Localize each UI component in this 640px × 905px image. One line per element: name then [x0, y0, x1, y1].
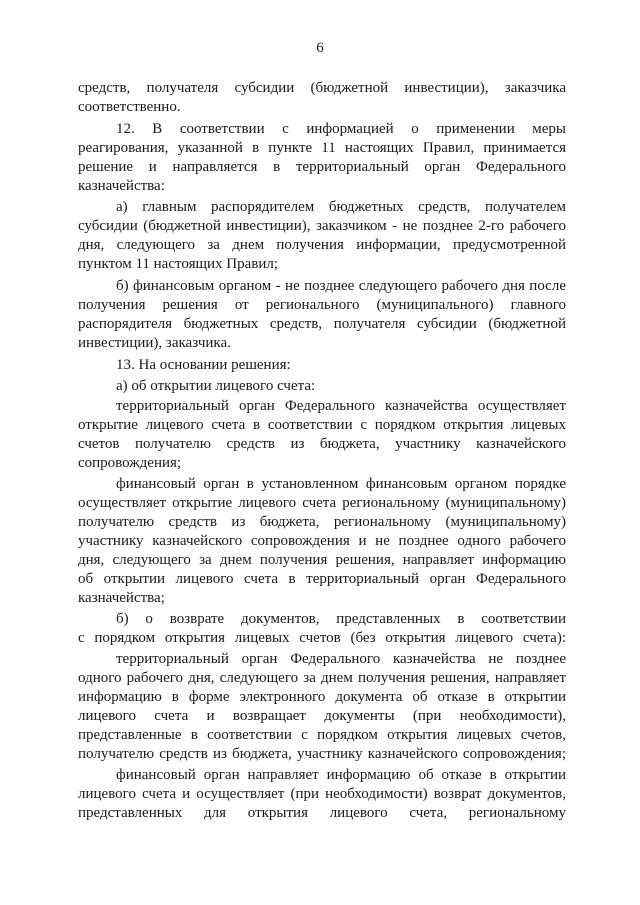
text-line: получения решения от регионального (муниципального) главного	[78, 297, 566, 313]
text-line: решение и направляется в территориальный орган Федерального	[78, 159, 566, 175]
text-line: информацию в форме электронного документа об отказе в открытии	[78, 689, 566, 705]
text-line: а) главным распорядителем бюджетных средств, получателем	[116, 199, 566, 215]
text-line: получателю средств из бюджета, участнику казначейского сопровождения;	[78, 746, 566, 762]
text-line: одного рабочего дня, следующего за днем получения решения, направляет	[78, 670, 566, 686]
text-line: распорядителя бюджетных средств, получателя субсидии (бюджетной	[78, 316, 566, 332]
text-line: лицевого счета и возвращает документы (при необходимости),	[78, 708, 566, 724]
text-line: финансовый орган направляет информацию об отказе в открытии	[116, 767, 566, 783]
text-line: субсидии (бюджетной инвестиции), заказчиком - не позднее 2-го рабочего	[78, 218, 566, 234]
text-line: территориальный орган Федерального казначейства не позднее	[116, 651, 566, 667]
text-line: инвестиции), заказчика.	[78, 335, 231, 351]
text-line: представленные в соответствии с порядком открытия лицевых счетов,	[78, 727, 566, 743]
text-line: казначейства:	[78, 178, 165, 194]
text-line: казначейства;	[78, 590, 165, 606]
text-line: счетов получателю средств из бюджета, участнику казначейского	[78, 436, 566, 452]
text-line: лицевого счета и осуществляет (при необходимости) возврат документов,	[78, 786, 566, 802]
text-line: открытие лицевого счета в соответствии с порядком открытия лицевых	[78, 417, 566, 433]
text-line: а) об открытии лицевого счета:	[116, 378, 316, 394]
page-number: 6	[316, 40, 324, 56]
text-line: финансовый орган в установленном финансовым органом порядке	[116, 476, 566, 492]
text-line: 13. На основании решения:	[116, 357, 291, 373]
text-line: об открытии лицевого счета в территориальный орган Федерального	[78, 571, 566, 587]
text-line: пунктом 11 настоящих Правил;	[78, 256, 279, 272]
text-line: б) финансовым органом - не позднее следующего рабочего дня после	[116, 278, 566, 294]
text-line: территориальный орган Федерального казначейства осуществляет	[116, 398, 566, 414]
text-line: сопровождения;	[78, 455, 182, 471]
text-line: реагирования, указанной в пункте 11 настоящих Правил, принимается	[78, 140, 566, 156]
text-line: с порядком открытия лицевых счетов (без открытия лицевого счета):	[78, 630, 566, 646]
text-line: соответственно.	[78, 99, 181, 115]
text-line: средств, получателя субсидии (бюджетной инвестиции), заказчика	[78, 80, 566, 96]
text-line: осуществляет открытие лицевого счета региональному (муниципальному)	[78, 495, 566, 511]
text-line: дня, следующего за днем получения решения, направляет информацию	[78, 552, 566, 568]
text-line: дня, следующего за днем получения информации, предусмотренной	[78, 237, 566, 253]
text-line: б) о возврате документов, представленных в соответствии	[116, 611, 566, 627]
text-line: получателю средств из бюджета, региональному (муниципальному)	[78, 514, 566, 530]
text-line: представленных для открытия лицевого счета, региональному	[78, 805, 566, 821]
text-line: участнику казначейского сопровождения и не позднее одного рабочего	[78, 533, 566, 549]
text-line: 12. В соответствии с информацией о применении меры	[116, 121, 566, 137]
